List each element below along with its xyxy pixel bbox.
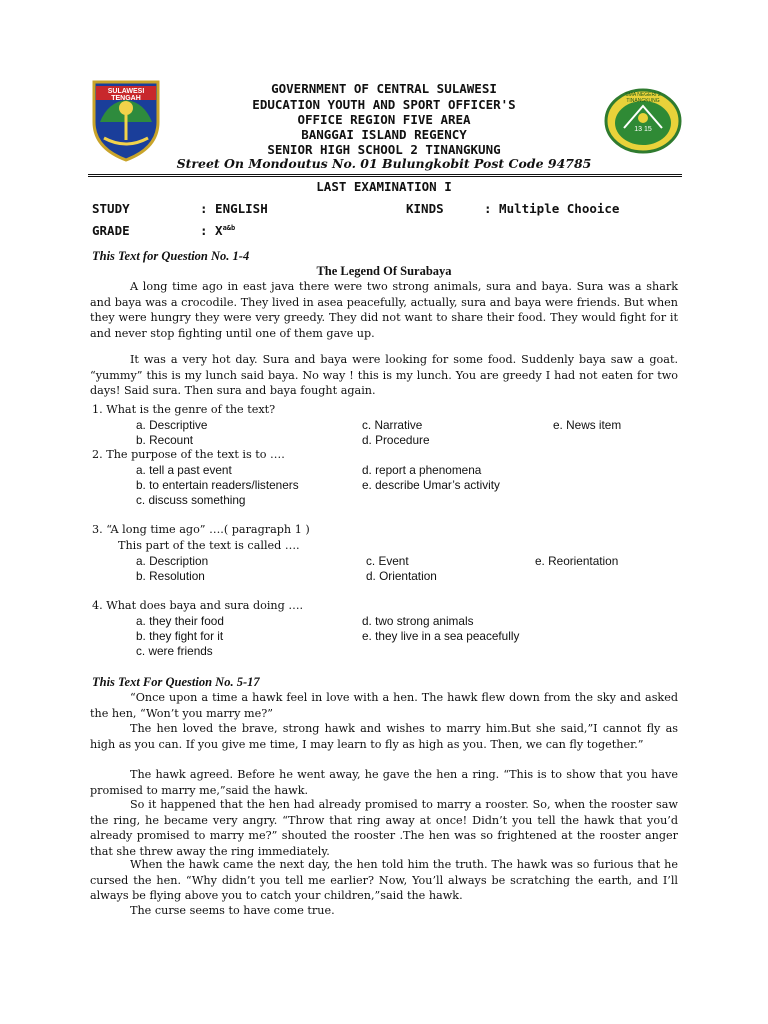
story-1-paragraph-1: A long time ago in east java there were two strong animals, sura and baya. Sura was a shark and baya was a crocodile. They lived in asea peacefully, actually, sura and baya were friends. But when they were hungry they were very greedy. They did not want to share their food. They would fight for it and never stop fighting until one of them gave up. [90, 280, 678, 340]
q2-option-c: c. discuss something [136, 493, 246, 507]
study-value: : ENGLISH [200, 201, 268, 216]
question-1: 1. What is the genre of the text? [92, 403, 276, 416]
header-line-4: BANGGAI ISLAND REGENCY [301, 127, 467, 142]
header-line-5: SENIOR HIGH SCHOOL 2 TINANGKUNG [267, 142, 501, 157]
header-line-3: OFFICE REGION FIVE AREA [297, 112, 471, 127]
question-4: 4. What does baya and sura doing …. [92, 599, 304, 612]
q2-option-e: e. describe Umar’s activity [362, 478, 500, 492]
question-2: 2. The purpose of the text is to …. [92, 448, 285, 461]
question-3-sub: This part of the text is called …. [118, 539, 300, 552]
story-2-paragraph-4: So it happened that the hen had already promised to marry a rooster. So, when the rooster saw the ring, he became very angry. “Throw that ring away at once! Didn’t you tell the hawk that you’d already promised to marry me?” shouted the rooster .The hen was so frightened at the rooster anger that she threw away the ring immediately. [90, 798, 678, 858]
q4-option-d: d. two strong animals [362, 614, 474, 628]
question-3: 3. “A long time ago” ….( paragraph 1 ) [92, 523, 310, 536]
story-2-paragraph-1: “Once upon a time a hawk feel in love with a hen. The hawk flew down from the sky and asked the hen, “Won’t you marry me?” [90, 691, 678, 720]
q3-option-c: c. Event [366, 554, 409, 568]
grade-label: GRADE [92, 223, 130, 238]
q3-option-a: a. Description [136, 554, 209, 568]
story-2-paragraph-6: The curse seems to have come true. [130, 904, 335, 917]
kinds-label: KINDS [406, 201, 444, 216]
q1-option-e: e. News item [553, 418, 622, 432]
school-address: Street On Mondoutus No. 01 Bulungkobit Post Code 94785 [176, 156, 592, 171]
right-logo-numbers: 13 15 [634, 126, 652, 133]
header-line-2: EDUCATION YOUTH AND SPORT OFFICER'S [252, 97, 516, 112]
header-divider-2 [88, 176, 682, 177]
q4-option-e: e. they live in a sea peacefully [362, 629, 520, 643]
study-label: STUDY [92, 201, 130, 216]
q2-option-d: d. report a phenomena [362, 463, 482, 477]
q2-option-b: b. to entertain readers/listeners [136, 478, 299, 492]
header-line-1: GOVERNMENT OF CENTRAL SULAWESI [271, 81, 497, 96]
q1-option-c: c. Narrative [362, 418, 423, 432]
grade-sup: a&b [222, 223, 236, 232]
q4-option-b: b. they fight for it [136, 629, 224, 643]
q1-option-b: b. Recount [136, 433, 194, 447]
left-logo-label: SULAWESI TENGAH [107, 88, 145, 102]
header-divider [88, 174, 682, 175]
section-1-heading: This Text for Question No. 1-4 [92, 249, 250, 263]
story-title: The Legend Of Surabaya [316, 264, 452, 278]
grade-value [200, 223, 235, 238]
q4-option-c: c. were friends [136, 644, 213, 658]
q4-option-a: a. they their food [136, 614, 224, 628]
section-2-heading: This Text For Question No. 5-17 [92, 675, 260, 689]
q1-option-a: a. Descriptive [136, 418, 208, 432]
story-2-paragraph-3: The hawk agreed. Before he went away, he gave the hen a ring. “This is to show that you have promised to marry me,”said the hawk. [90, 768, 678, 797]
story-1-paragraph-2: It was a very hot day. Sura and baya were looking for some food. Suddenly baya saw a goat. “yummy” this is my lunch said baya. No way ! this is my lunch. You are greedy I had not eaten for two days! Said sura. Then sura and baya fought again. [90, 353, 678, 398]
q3-option-e: e. Reorientation [535, 554, 619, 568]
q3-option-b: b. Resolution [136, 569, 205, 583]
q3-option-d: d. Orientation [366, 569, 437, 583]
grade-value-text: : X [200, 223, 223, 238]
q1-option-d: d. Procedure [362, 433, 430, 447]
q2-option-a: a. tell a past event [136, 463, 232, 477]
right-logo-label: SMA NEGERI 2 TINANGKUNG [625, 92, 661, 104]
story-2-paragraph-5: When the hawk came the next day, the hen told him the truth. The hawk was so furious that he cursed the hen. “Why didn’t you tell me earlier? Now, You’ll always be scratching the earth, and I’ll always be flying above you to catch your children,”said the hawk. [90, 858, 678, 903]
exam-title: LAST EXAMINATION I [316, 179, 452, 194]
story-2-paragraph-2: The hen loved the brave, strong hawk and wishes to marry him.But she said,”I cannot fly as high as you can. If you give me time, I may learn to fly as high as you. Then, we can fly together.” [90, 722, 678, 751]
kinds-value: : Multiple Chooice [484, 201, 620, 216]
